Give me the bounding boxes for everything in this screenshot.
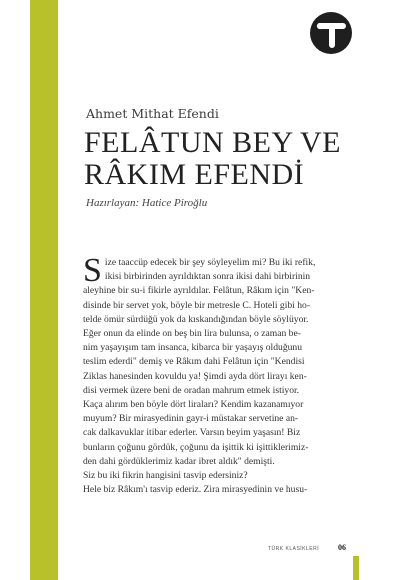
body-line: Siz bu iki fikrin hangisini tasvip edersiniz?: [83, 470, 248, 482]
accent-color-band: [30, 0, 58, 580]
drop-cap: S: [83, 252, 102, 289]
body-line: telde ömür sürdüğü yok da kıskandığından böyle söylüyor.: [83, 313, 309, 325]
book-title-line-2: RÂKIM EFENDİ: [84, 158, 305, 191]
page-left-margin: [0, 0, 30, 580]
body-line: bunların çoğunu gördük, çoğunu da işittik ki işittiklerimiz-: [83, 441, 309, 453]
book-title: [84, 127, 384, 191]
body-line: ize taaccüp edecek bir şey söyleyelim mi? Bu iki refik,: [104, 257, 316, 268]
body-line: ikisi birbirinden ayrıldıktan sonra ikisi dahi birbirinin: [104, 271, 311, 283]
body-line: teslim ederdi" demiş ve Râkım dahi Felâtun için "Kendisi: [83, 356, 305, 368]
body-line: disinde bir servet yok, böyle bir metresle C. Hoteli gibi ho-: [83, 299, 311, 311]
body-line: cak dalkavuklar itibar ederler. Varsın beyim yaşasın! Biz: [83, 427, 301, 439]
body-line: Hele biz Râkım'ı tasvip ederiz. Zira mirasyedinin ve husu-: [83, 484, 308, 496]
book-title-line-1: FELÂTUN BEY VE: [84, 126, 341, 159]
editor-credit: Hazırlayan: Hatice Piroğlu: [86, 197, 208, 209]
body-line: muyum? Bir mirasyedinin gayr-i müstakar servetine an-: [83, 413, 299, 425]
body-line: Kaça alırım ben böyle dört liraları? Kendim kazanamıyor: [83, 399, 304, 411]
body-line: aleyhine bir su-i fikirle ayrıldılar. Felâtun, Râkım için "Ken-: [83, 285, 315, 297]
series-label: TÜRK KLASİKLERİ: [268, 546, 320, 552]
body-line: Ziklas hanesinden kovuldu ya! Şimdi ayda dört lirayı ken-: [83, 370, 307, 382]
body-line: disi vermek üzere beni de oradan mahrum etmek istiyor.: [83, 384, 300, 396]
body-line: den dahi gördüklerimiz kadar ibret aldık" demişti.: [83, 455, 275, 467]
body-line: nim yaşayışım tam insanca, kibarca bir yaşayış olduğunu: [83, 342, 303, 354]
publisher-logo-icon: [308, 10, 354, 56]
body-line: Eğer onun da elinde on beş bin lira bulunsa, o zaman be-: [83, 328, 301, 340]
page-number: 06: [338, 543, 346, 552]
author-name: Ahmet Mithat Efendi: [86, 106, 219, 121]
accent-corner-mark: [353, 556, 359, 580]
body-paragraph: [83, 252, 365, 497]
